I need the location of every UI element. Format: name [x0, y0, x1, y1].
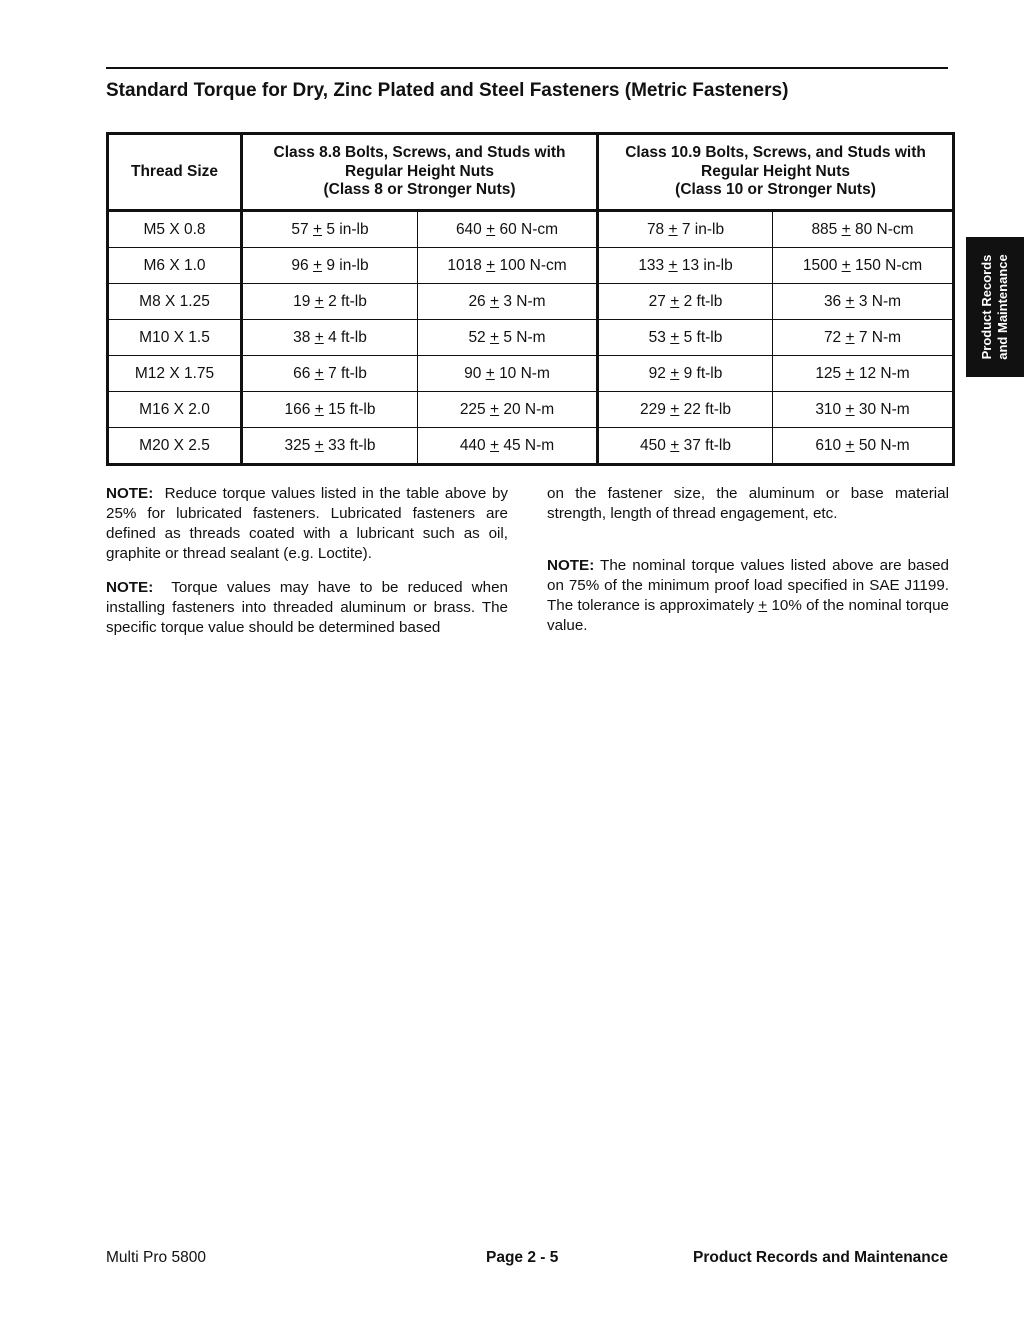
plus-minus-sign: +	[490, 400, 500, 418]
torque-tolerance: 3 N-m	[858, 292, 902, 310]
torque-value-cell	[773, 284, 954, 320]
torque-tolerance: 5 N-m	[503, 328, 546, 346]
torque-tolerance: 5 in-lb	[326, 220, 369, 238]
torque-nominal: 640	[455, 220, 482, 238]
torque-nominal: 229	[640, 400, 666, 418]
thread-size-cell: M8 X 1.25	[108, 284, 242, 320]
plus-minus-sign: +	[490, 436, 500, 454]
torque-tolerance: 80 N-cm	[855, 220, 914, 238]
torque-value-cell	[242, 284, 418, 320]
plus-minus-sign: +	[486, 256, 496, 274]
thread-size-cell: M12 X 1.75	[108, 356, 242, 392]
plus-minus-sign: +	[314, 328, 324, 346]
header-class-8-8-line: Regular Height Nuts	[345, 162, 494, 180]
torque-tolerance: 7 ft-lb	[328, 364, 367, 382]
plus-minus-sign: +	[314, 364, 324, 382]
torque-nominal: 610	[815, 436, 842, 454]
torque-value-cell	[773, 392, 954, 428]
torque-tolerance: 33 ft-lb	[328, 436, 376, 454]
thread-size-cell: M6 X 1.0	[108, 248, 242, 284]
plus-minus-sign: +	[845, 292, 855, 310]
plus-minus-sign: +	[314, 292, 324, 310]
table-row	[108, 320, 954, 356]
torque-value-cell	[242, 356, 418, 392]
note-label: NOTE:	[106, 579, 154, 596]
plus-minus-sign: +	[841, 220, 851, 238]
side-tab-line: Product Records	[979, 254, 994, 360]
torque-nominal: 96	[291, 256, 309, 274]
torque-tolerance: 37 ft-lb	[683, 436, 731, 454]
torque-value-cell	[598, 320, 773, 356]
torque-value-cell	[418, 248, 598, 284]
torque-tolerance: 3 N-m	[503, 292, 546, 310]
torque-nominal: 440	[459, 436, 486, 454]
header-class-10-9-line: (Class 10 or Stronger Nuts)	[675, 181, 876, 199]
torque-nominal: 166	[284, 400, 311, 418]
note-text: 10% of the nominal torque value.	[547, 597, 949, 634]
torque-value-cell	[418, 356, 598, 392]
torque-value-cell	[598, 248, 773, 284]
torque-tolerance: 45 N-m	[503, 436, 555, 454]
note-nominal	[547, 556, 949, 636]
torque-value-cell	[598, 392, 773, 428]
torque-value-cell	[418, 428, 598, 465]
plus-minus-sign: +	[312, 220, 323, 238]
plus-minus-sign: +	[486, 220, 496, 238]
header-class-8-8-line: Class 8.8 Bolts, Screws, and Studs with	[273, 144, 566, 162]
torque-value-cell	[598, 284, 773, 320]
header-class-8-8	[242, 134, 598, 211]
header-class-10-9-line: Class 10.9 Bolts, Screws, and Studs with	[625, 144, 926, 162]
torque-tolerance: 4 ft-lb	[328, 328, 367, 346]
torque-nominal: 1500	[802, 256, 838, 274]
header-class-8-8-line: (Class 8 or Stronger Nuts)	[323, 181, 516, 199]
note-text: Torque values may have to be reduced when installing fasteners into threaded aluminum or brass. The specific torque value should be determined based	[106, 579, 508, 636]
torque-nominal: 36	[823, 292, 842, 310]
torque-value-cell	[418, 211, 598, 248]
plus-minus-sign: +	[314, 400, 324, 418]
torque-tolerance: 9 ft-lb	[683, 364, 723, 382]
footer-manual-name: Multi Pro 5800	[106, 1249, 206, 1266]
plus-minus-sign: +	[845, 364, 855, 382]
notes-left-column	[106, 484, 508, 652]
torque-nominal: 72	[823, 328, 842, 346]
torque-tolerance: 5 ft-lb	[683, 328, 723, 346]
table-row	[108, 248, 954, 284]
torque-nominal: 53	[648, 328, 666, 346]
note-text: Reduce torque values listed in the table above by 25% for lubricated fasteners. Lubricated fasteners are defined as threads coated with a lubricant such as oil, graphite or thread sealant (e.g. Loctite).	[106, 485, 508, 562]
torque-value-cell	[242, 320, 418, 356]
side-tab-label	[979, 254, 1011, 359]
torque-value-cell	[418, 284, 598, 320]
footer-section-name: Product Records and Maintenance	[693, 1249, 948, 1266]
plus-minus-sign: +	[758, 597, 768, 614]
torque-nominal: 225	[459, 400, 486, 418]
note-label: NOTE:	[547, 557, 595, 574]
plus-minus-sign: +	[490, 292, 500, 310]
table-row	[108, 428, 954, 465]
torque-value-cell	[773, 356, 954, 392]
plus-minus-sign: +	[668, 220, 678, 238]
torque-nominal: 26	[468, 292, 486, 310]
side-tab-line: and Maintenance	[995, 254, 1010, 360]
plus-minus-sign: +	[312, 256, 323, 274]
torque-nominal: 133	[638, 256, 665, 274]
torque-tolerance: 50 N-m	[858, 436, 910, 454]
torque-nominal: 90	[464, 364, 482, 382]
torque-tolerance: 7 in-lb	[681, 220, 725, 238]
torque-nominal: 27	[648, 292, 666, 310]
header-class-10-9	[598, 134, 954, 211]
torque-value-cell	[773, 211, 954, 248]
plus-minus-sign: +	[314, 436, 324, 454]
plus-minus-sign: +	[845, 400, 855, 418]
note-aluminum	[106, 578, 508, 638]
table-row	[108, 356, 954, 392]
plus-minus-sign: +	[485, 364, 495, 382]
note-aluminum-continued: on the fastener size, the aluminum or base material strength, length of thread engagement, etc.	[547, 485, 949, 522]
thread-size-cell: M10 X 1.5	[108, 320, 242, 356]
torque-value-cell	[242, 428, 418, 465]
torque-tolerance: 2 ft-lb	[683, 292, 723, 310]
plus-minus-sign: +	[670, 364, 680, 382]
torque-tolerance: 10 N-m	[499, 364, 550, 382]
torque-value-cell	[242, 211, 418, 248]
table-row	[108, 392, 954, 428]
torque-nominal: 310	[815, 400, 842, 418]
plus-minus-sign: +	[670, 292, 680, 310]
torque-tolerance: 22 ft-lb	[683, 400, 731, 418]
torque-nominal: 325	[284, 436, 311, 454]
page-title: Standard Torque for Dry, Zinc Plated and Steel Fasteners (Metric Fasteners)	[106, 80, 789, 101]
torque-value-cell	[773, 248, 954, 284]
table-header-row	[108, 134, 954, 211]
torque-value-cell	[242, 248, 418, 284]
torque-nominal: 52	[468, 328, 486, 346]
torque-tolerance: 30 N-m	[858, 400, 910, 418]
thread-size-cell: M5 X 0.8	[108, 211, 242, 248]
torque-tolerance: 150 N-cm	[855, 256, 923, 274]
torque-tolerance: 2 ft-lb	[328, 292, 367, 310]
thread-size-cell: M16 X 2.0	[108, 392, 242, 428]
thread-size-cell: M20 X 2.5	[108, 428, 242, 465]
torque-table	[106, 132, 955, 466]
torque-tolerance: 7 N-m	[858, 328, 902, 346]
torque-nominal: 125	[815, 364, 842, 382]
torque-nominal: 450	[640, 436, 666, 454]
torque-value-cell	[598, 428, 773, 465]
torque-tolerance: 12 N-m	[858, 364, 910, 382]
torque-tolerance: 100 N-cm	[499, 256, 567, 274]
header-class-10-9-line: Regular Height Nuts	[701, 162, 850, 180]
section-side-tab	[966, 237, 1024, 377]
top-rule	[106, 67, 948, 69]
torque-nominal: 78	[646, 220, 665, 238]
footer-page-number: Page 2 - 5	[486, 1249, 559, 1266]
torque-nominal: 1018	[447, 256, 482, 274]
note-text: The nominal torque values listed above are based on 75% of the minimum proof load specified in SAE J1199. The tolerance is approximately	[547, 557, 949, 614]
table-row	[108, 284, 954, 320]
plus-minus-sign: +	[670, 400, 680, 418]
plus-minus-sign: +	[845, 436, 855, 454]
torque-nominal: 57	[291, 220, 309, 238]
plus-minus-sign: +	[670, 436, 680, 454]
plus-minus-sign: +	[841, 256, 851, 274]
torque-value-cell	[598, 211, 773, 248]
notes-right-column	[547, 484, 949, 650]
torque-tolerance: 13 in-lb	[681, 256, 733, 274]
torque-value-cell	[598, 356, 773, 392]
note-lubricated	[106, 484, 508, 564]
torque-nominal: 66	[293, 364, 311, 382]
torque-nominal: 92	[648, 364, 666, 382]
torque-nominal: 885	[811, 220, 838, 238]
torque-nominal: 38	[293, 328, 311, 346]
table-row	[108, 211, 954, 248]
plus-minus-sign: +	[845, 328, 855, 346]
torque-value-cell	[773, 320, 954, 356]
torque-value-cell	[418, 320, 598, 356]
torque-tolerance: 15 ft-lb	[328, 400, 376, 418]
torque-value-cell	[418, 392, 598, 428]
torque-value-cell	[242, 392, 418, 428]
plus-minus-sign: +	[490, 328, 500, 346]
table-body	[108, 211, 954, 465]
torque-tolerance: 60 N-cm	[499, 220, 559, 238]
torque-value-cell	[773, 428, 954, 465]
plus-minus-sign: +	[670, 328, 680, 346]
header-thread-size: Thread Size	[108, 134, 242, 211]
torque-nominal: 19	[293, 292, 311, 310]
torque-tolerance: 9 in-lb	[326, 256, 369, 274]
plus-minus-sign: +	[668, 256, 678, 274]
note-label: NOTE:	[106, 485, 154, 502]
torque-tolerance: 20 N-m	[503, 400, 555, 418]
